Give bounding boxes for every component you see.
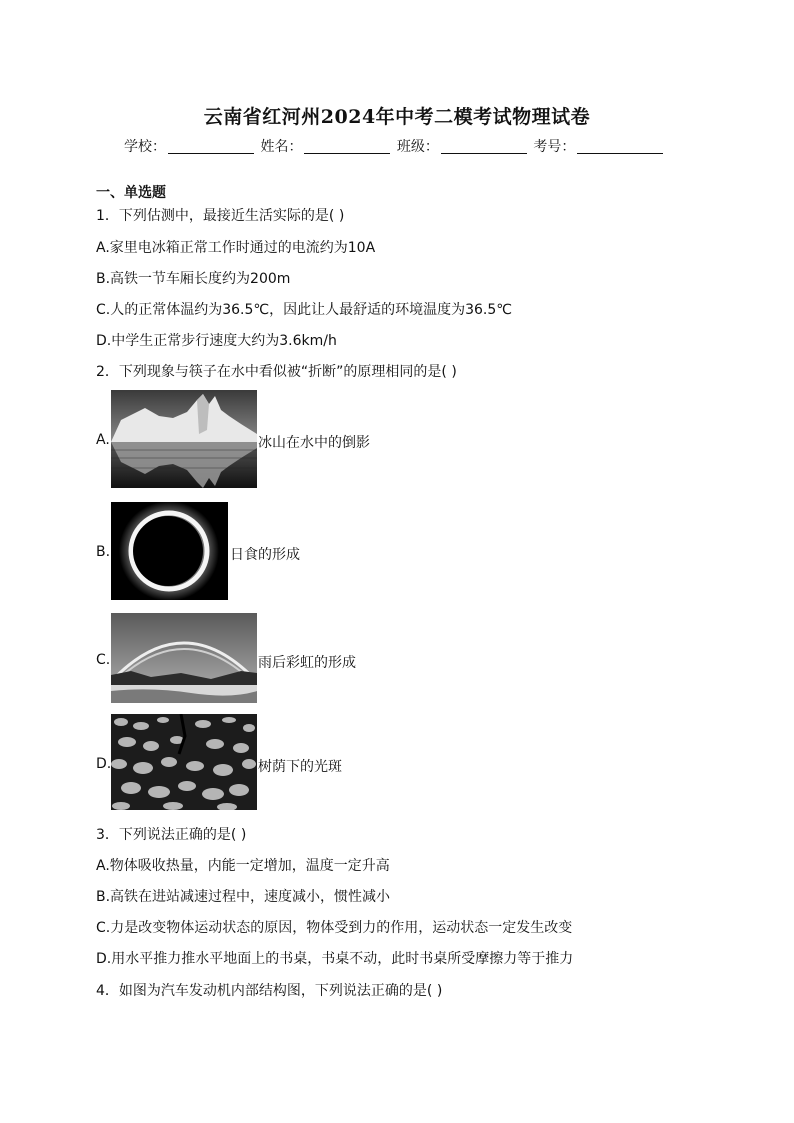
name-label: 姓名： — [260, 139, 303, 155]
class-blank[interactable] — [441, 139, 527, 154]
section-heading-single-choice: 一、单选题 — [96, 185, 166, 201]
q2-option-a-label: A. — [96, 432, 110, 448]
q2-option-d-caption: 树荫下的光斑 — [258, 759, 342, 775]
q3-option-d: D.用水平推力推水平地面上的书桌，书桌不动，此时书桌所受摩擦力等于推力 — [96, 951, 574, 967]
tree-shade-light-spots-image — [111, 714, 257, 810]
q2-option-b-label: B. — [96, 544, 111, 560]
q1-option-c: C.人的正常体温约为36.5℃，因此让人最舒适的环境温度为36.5℃ — [96, 302, 513, 318]
q1-option-d: D.中学生正常步行速度大约为3.6km/h — [96, 333, 337, 349]
number-label: 考号： — [533, 139, 576, 155]
class-label: 班级： — [396, 139, 439, 155]
q3-stem: 3．下列说法正确的是( ) — [96, 827, 247, 843]
school-label: 学校： — [124, 139, 166, 155]
q2-option-c-label: C. — [96, 652, 111, 668]
student-info-line — [124, 136, 665, 156]
q3-option-b: B.高铁在进站减速过程中，速度减小，惯性减小 — [96, 889, 391, 905]
q2-option-b-caption: 日食的形成 — [230, 547, 300, 563]
q3-option-c: C.力是改变物体运动状态的原因，物体受到力的作用，运动状态一定发生改变 — [96, 920, 573, 936]
q2-option-a-caption: 冰山在水中的倒影 — [258, 435, 370, 451]
q3-option-a: A.物体吸收热量，内能一定增加，温度一定升高 — [96, 858, 390, 874]
number-blank[interactable] — [577, 139, 663, 154]
q2-option-d-label: D. — [96, 756, 112, 772]
q2-option-c-caption: 雨后彩虹的形成 — [258, 655, 356, 671]
q4-stem: 4．如图为汽车发动机内部结构图，下列说法正确的是( ) — [96, 983, 443, 999]
iceberg-reflection-image — [111, 390, 257, 488]
solar-eclipse-image — [111, 502, 228, 600]
q1-option-a: A.家里电冰箱正常工作时通过的电流约为10A — [96, 240, 376, 256]
q1-option-b: B.高铁一节车厢长度约为200m — [96, 271, 291, 287]
q1-stem: 1．下列估测中，最接近生活实际的是( ) — [96, 208, 345, 224]
exam-title: 云南省红河州2024年中考二模考试物理试卷 — [203, 106, 591, 128]
school-blank[interactable] — [168, 139, 254, 154]
q2-stem: 2．下列现象与筷子在水中看似被“折断”的原理相同的是( ) — [96, 364, 457, 380]
name-blank[interactable] — [304, 139, 390, 154]
rainbow-image — [111, 613, 257, 703]
